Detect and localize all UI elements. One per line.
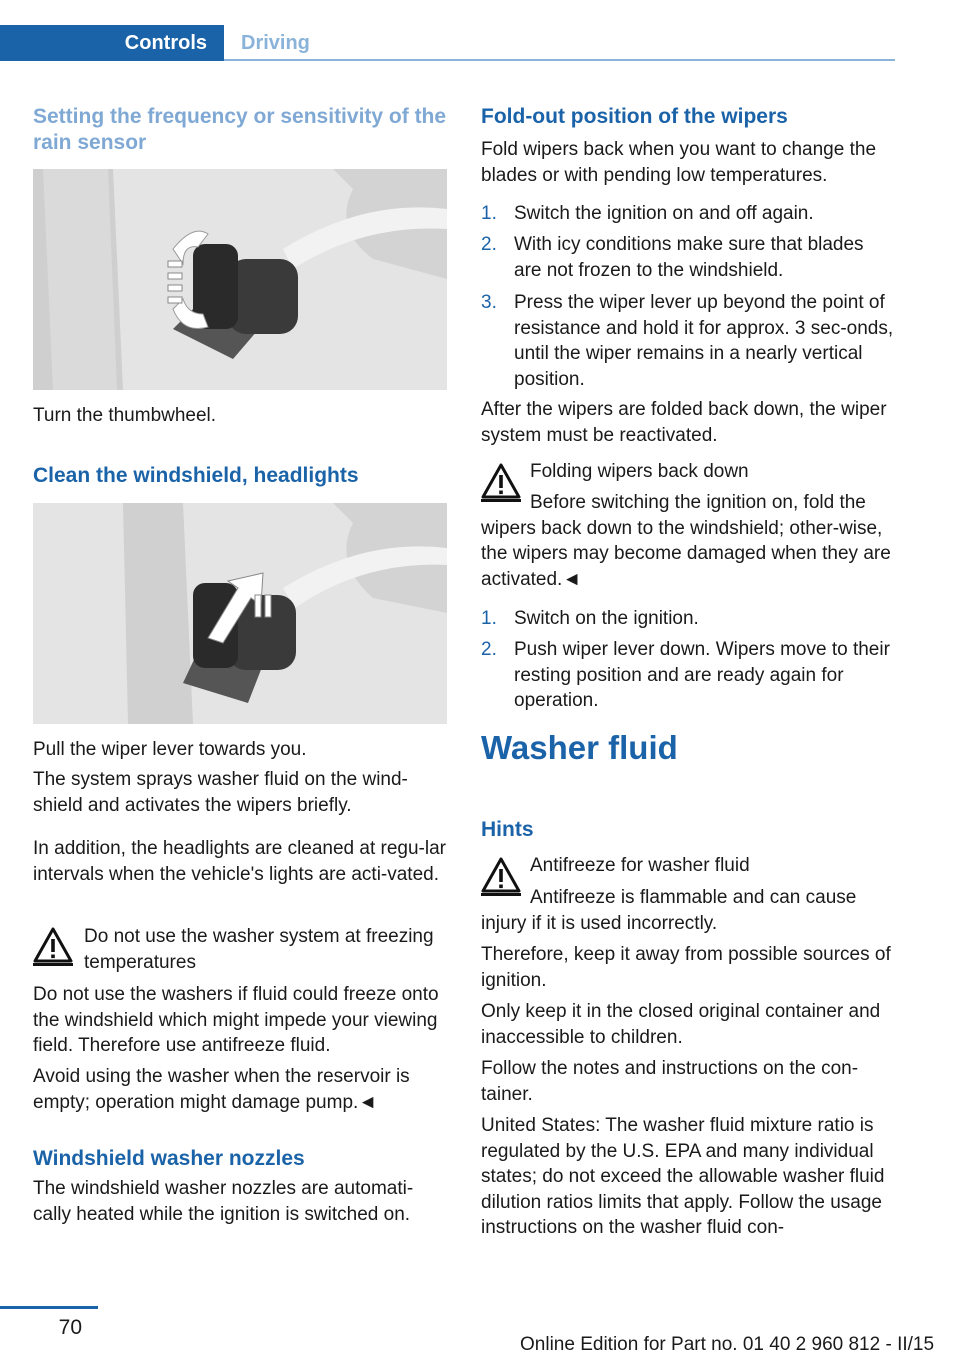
folding-warning-body: Before switching the ignition on, fold the wipers back down to the windshield; other-wise, the wipers may become damaged when they are activated.◄	[481, 492, 891, 590]
sprays-text: The system sprays washer fluid on the wind-shield and activates the wipers briefly.	[33, 769, 408, 816]
hints-heading: Hints	[481, 818, 534, 841]
pull-text: Pull the wiper lever towards you.	[33, 739, 307, 760]
thumbwheel-illustration	[33, 169, 447, 390]
nozzles-heading: Windshield washer nozzles	[33, 1147, 305, 1170]
warning-icon	[33, 926, 73, 966]
page-number: 70	[58, 1316, 82, 1339]
thumbwheel-figure	[33, 169, 447, 390]
antifreeze-warning-title: Antifreeze for washer fluid	[530, 855, 750, 876]
thumbwheel-caption: Turn the thumbwheel.	[33, 405, 217, 426]
tab-driving[interactable]: Driving	[241, 32, 310, 54]
list-item: Switch on the ignition.	[514, 608, 699, 629]
clean-heading: Clean the windshield, headlights	[33, 464, 359, 487]
list-item: Push wiper lever down. Wipers move to their resting position and are ready again for operation.	[514, 639, 890, 711]
footer-rule	[0, 1306, 98, 1309]
keep-away-text: Therefore, keep it away from possible sources of ignition.	[481, 944, 891, 991]
us-regulation-text: United States: The washer fluid mixture ratio is regulated by the U.S. EPA and many individual states; do not exceed the allowable washer fluid dilution ratios limits that apply. Follow the usage instructions on the washer fluid con-	[481, 1115, 885, 1238]
tab-controls[interactable]: Controls	[0, 25, 224, 61]
foldout-intro: Fold wipers back when you want to change the blades or with pending low temperatures.	[481, 139, 877, 186]
folding-warning-title: Folding wipers back down	[530, 461, 749, 482]
header-rule	[224, 59, 895, 61]
step-number: 1.	[481, 203, 497, 224]
washer-fluid-heading: Washer fluid	[481, 729, 678, 766]
step-number: 2.	[481, 234, 497, 255]
after-text: After the wipers are folded back down, the wiper system must be reactivated.	[481, 399, 887, 446]
follow-notes-text: Follow the notes and instructions on the con-tainer.	[481, 1058, 859, 1105]
rain-sensor-heading: Setting the frequency or sensitivity of the rain sensor	[33, 105, 447, 154]
wiper-lever-illustration	[33, 503, 447, 724]
freezing-warning-title: Do not use the washer system at freezing temperatures	[84, 926, 434, 973]
avoid-text: Avoid using the washer when the reservoir is empty; operation might damage pump.◄	[33, 1066, 410, 1113]
list-item: Press the wiper lever up beyond the point of resistance and hold it for approx. 3 sec-onds, until the wiper remains in a nearly vertical position.	[514, 292, 894, 390]
antifreeze-warning-body: Antifreeze is flammable and can cause injury if it is used incorrectly.	[481, 887, 857, 934]
foldout-heading: Fold-out position of the wipers	[481, 105, 788, 128]
freezing-warning-body: Do not use the washers if fluid could freeze onto the windshield which might impede your viewing field. Therefore use antifreeze fluid.	[33, 984, 439, 1056]
step-number: 2.	[481, 639, 497, 660]
headlights-text: In addition, the headlights are cleaned at regu-lar intervals when the vehicle's lights are acti-vated.	[33, 838, 446, 885]
step-number: 3.	[481, 292, 497, 313]
edition-text: Online Edition for Part no. 01 40 2 960 812 - II/15	[520, 1334, 935, 1355]
list-item: Switch the ignition on and off again.	[514, 203, 814, 224]
list-item: With icy conditions make sure that blades are not frozen to the windshield.	[514, 234, 864, 281]
nozzles-text: The windshield washer nozzles are automati-cally heated while the ignition is switched on.	[33, 1178, 414, 1225]
wiper-lever-figure	[33, 503, 447, 724]
step-number: 1.	[481, 608, 497, 629]
container-text: Only keep it in the closed original container and inaccessible to children.	[481, 1001, 881, 1048]
header-tabs	[0, 25, 895, 61]
